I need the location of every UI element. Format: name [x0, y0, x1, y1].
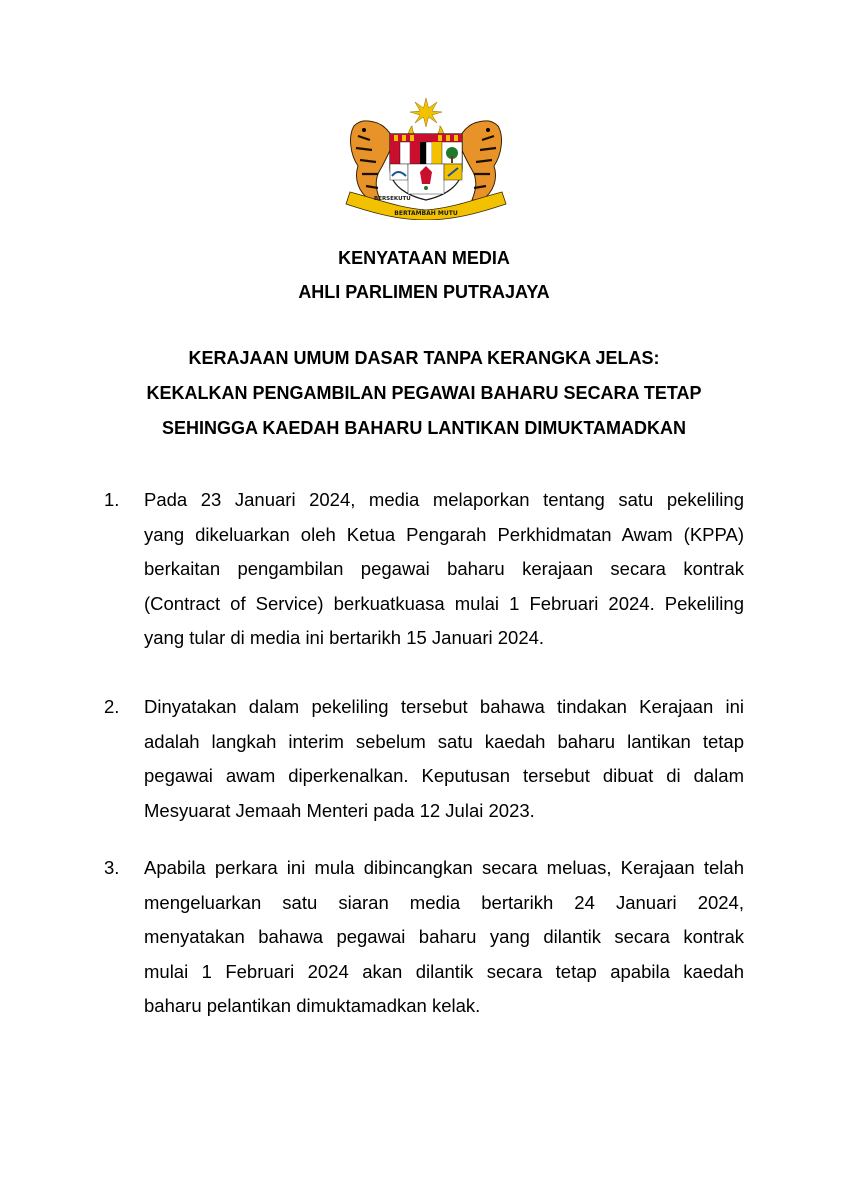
- paragraph-line: (Contract of Service) berkuatkuasa mulai 1 Februari 2024. Pekeliling: [144, 592, 744, 614]
- paragraph-line: baharu pelantikan dimuktamadkan kelak.: [144, 995, 481, 1016]
- paragraph-number: 2.: [104, 696, 120, 717]
- paragraph-line: menyatakan bahawa pegawai baharu yang dilantik secara kontrak: [144, 926, 744, 947]
- paragraph-line: yang dikeluarkan oleh Ketua Pengarah Perkhidmatan Awam (KPPA): [144, 523, 744, 545]
- paragraph-text: [144, 483, 744, 656]
- headline-line-3: SEHINGGA KAEDAH BAHARU LANTIKAN DIMUKTAMADKAN: [162, 418, 686, 438]
- paragraph-number: 3.: [104, 857, 120, 878]
- paragraph-line: adalah langkah interim sebelum satu kaedah baharu lantikan tetap: [144, 730, 744, 752]
- paragraph-line: mulai 1 Februari 2024 akan dilantik secara tetap apabila kaedah: [144, 960, 744, 982]
- paragraph-text: [144, 690, 744, 828]
- paragraph-line: mengeluarkan satu siaran media bertarikh 24 Januari 2024,: [144, 891, 744, 913]
- paragraph-line: Pada 23 Januari 2024, media melaporkan tentang satu pekeliling: [144, 489, 744, 510]
- paragraph-line: Apabila perkara ini mula dibincangkan secara meluas, Kerajaan telah: [144, 857, 744, 878]
- coat-of-arms-logo: [340, 96, 512, 220]
- paragraph-line: yang tular di media ini bertarikh 15 Januari 2024.: [144, 627, 545, 648]
- paragraph-line: pegawai awam diperkenalkan. Keputusan tersebut dibuat di dalam: [144, 765, 744, 786]
- paragraph-line: berkaitan pengambilan pegawai baharu kerajaan secara kontrak: [144, 558, 744, 579]
- headline-line-2: KEKALKAN PENGAMBILAN PEGAWAI BAHARU SECARA TETAP: [146, 383, 702, 403]
- paragraph-number: 1.: [104, 489, 120, 510]
- paragraph-line: Mesyuarat Jemaah Menteri pada 12 Julai 2023.: [144, 799, 535, 821]
- statement-type-title: KENYATAAN MEDIA: [338, 248, 510, 268]
- headline-line-1: KERAJAAN UMUM DASAR TANPA KERANGKA JELAS:: [188, 348, 660, 368]
- author-title: AHLI PARLIMEN PUTRAJAYA: [298, 282, 550, 302]
- paragraph-line: Dinyatakan dalam pekeliling tersebut bahawa tindakan Kerajaan ini: [144, 696, 744, 717]
- paragraph-text: [144, 851, 744, 1024]
- motto-main-text: BERTAMBAH MUTU: [394, 210, 458, 217]
- motto-left-text: BERSEKUTU: [374, 196, 411, 202]
